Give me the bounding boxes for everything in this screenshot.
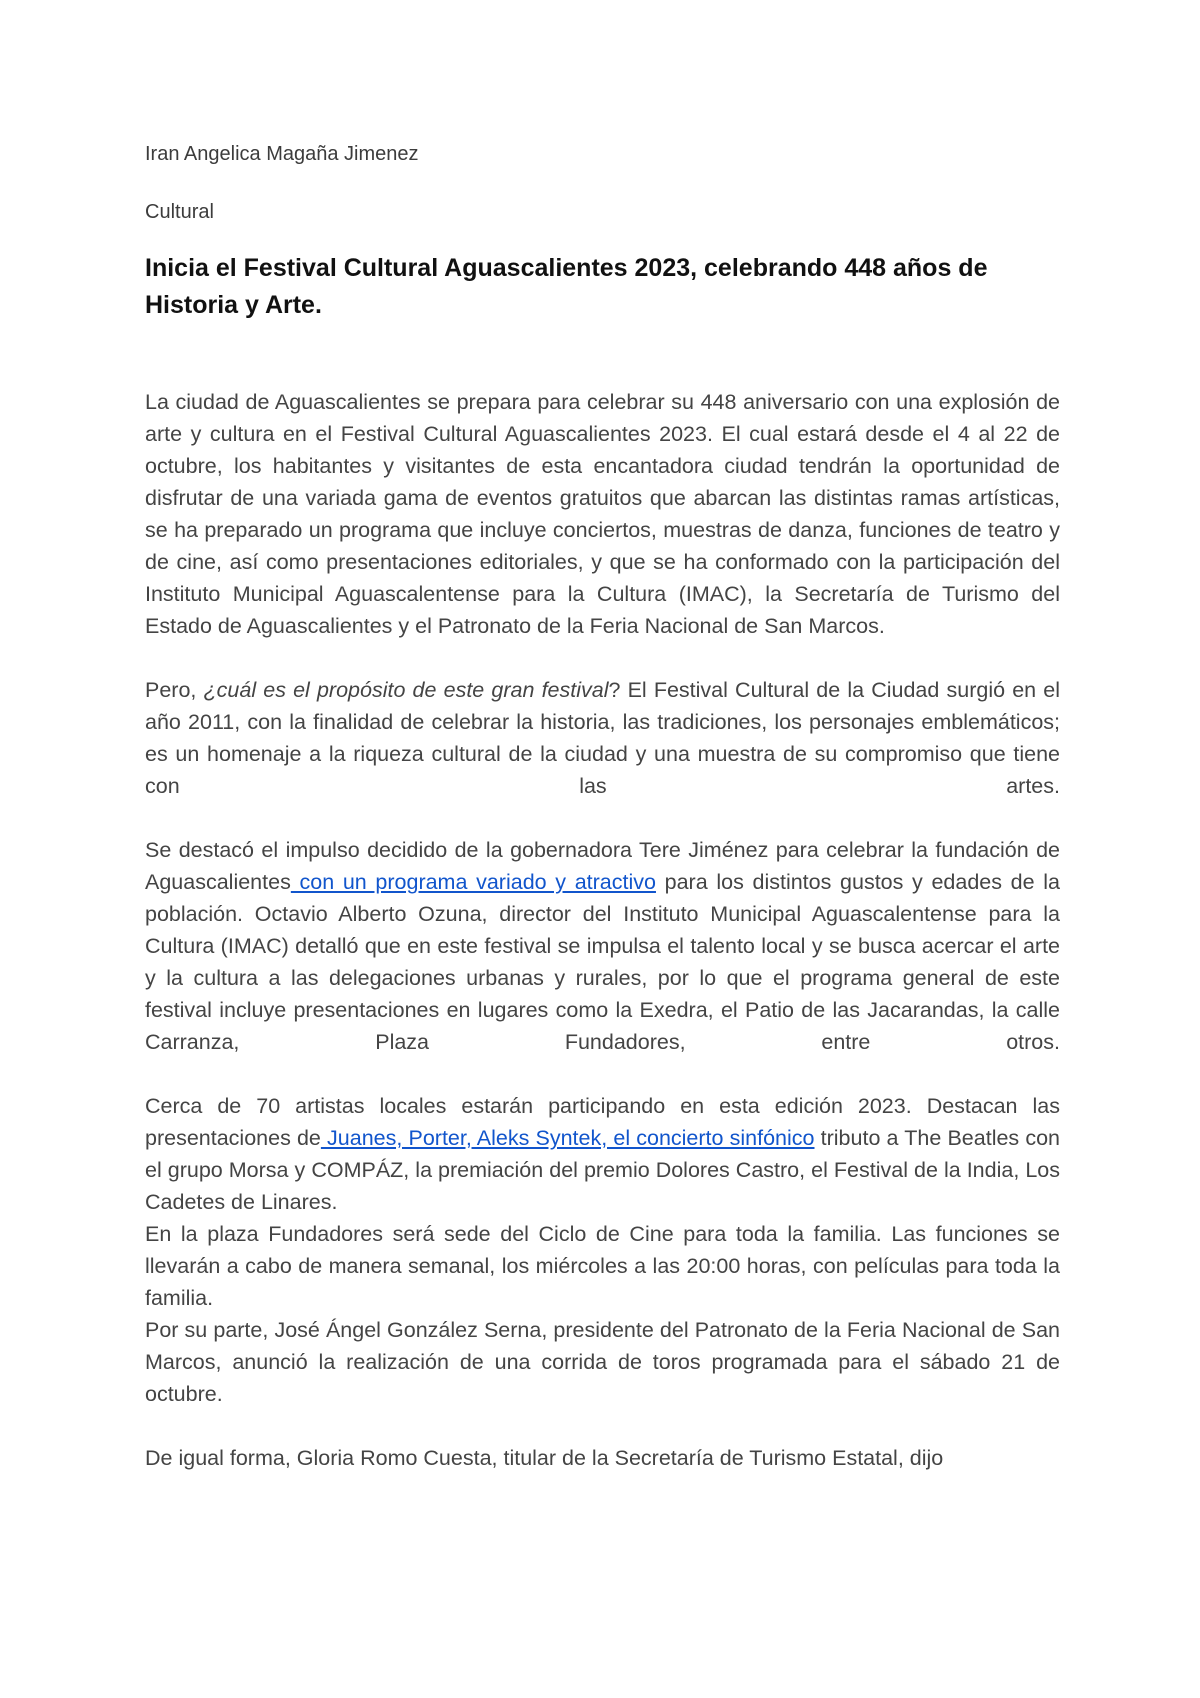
paragraph-tourism: De igual forma, Gloria Romo Cuesta, titular de la Secretaría de Turismo Estatal, dijo: [145, 1446, 944, 1470]
paragraph-bullfight: Por su parte, José Ángel González Serna, presidente del Patronato de la Feria Nacional de San Marcos, anunció la realización de una corrida de toros programada para el sábado 21 de octubre.: [145, 1318, 1060, 1406]
paragraph-purpose-question: ¿cuál es el propósito de este gran festival: [203, 678, 609, 702]
paragraph-artists-rest: tributo a The Beatles con el grupo Morsa y COMPÁZ, la premiación del premio Dolores Castro, el Festival de la India, Los Cadetes de Linares.: [145, 1126, 1060, 1214]
paragraph-artists: [145, 1090, 1060, 1218]
paragraph-governor: [145, 834, 1060, 1058]
paragraph-intro: La ciudad de Aguascalientes se prepara para celebrar su 448 aniversario con una explosión de arte y cultura en el Festival Cultural Aguascalientes 2023. El cual estará desde el 4 al 22 de octubre, los habitantes y visitantes de esta encantadora ciudad tendrán la oportunidad de disfrutar de una variada gama de eventos gratuitos que abarcan las distintas ramas artísticas, se ha preparado un programa que incluye conciertos, muestras de danza, funciones de teatro y de cine, así como presentaciones editoriales, y que se ha conformado con la participación del Instituto Municipal Aguascalentense para la Cultura (IMAC), la Secretaría de Turismo del Estado de Aguascalientes y el Patronato de la Feria Nacional de San Marcos.: [145, 390, 1060, 638]
paragraph-artists-start: Cerca de 70 artistas locales estarán participando en esta edición 2023. Destacan las presentaciones de: [145, 1094, 1060, 1150]
paragraph-purpose-rest: ? El Festival Cultural de la Ciudad surgió en el año 2011, con la finalidad de celebrar la historia, las tradiciones, los personajes emblemáticos; es un homenaje a la riqueza cultural de la ciudad y una muestra de su compromiso que tiene con las artes.: [145, 678, 1060, 798]
paragraph-governor-start: Se destacó el impulso decidido de la gobernadora Tere Jiménez para celebrar la fundación de Aguascalientes: [145, 838, 1060, 894]
section-label: Cultural: [145, 201, 214, 223]
paragraph-governor-rest: para los distintos gustos y edades de la población. Octavio Alberto Ozuna, director del Instituto Municipal Aguascalentense para la Cultura (IMAC) detalló que en este festival se impulsa el talento local y se busca acercar el arte y la cultura a las delegaciones urbanas y rurales, por lo que el programa general de este festival incluye presentaciones en lugares como la Exedra, el Patio de las Jacarandas, la calle Carranza, Plaza Fundadores, entre otros.: [145, 870, 1060, 1054]
author-name: Iran Angelica Magaña Jimenez: [145, 143, 419, 165]
artists-link[interactable]: Juanes, Porter, Aleks Syntek, el concierto sinfónico: [320, 1126, 815, 1150]
document-page: [145, 140, 1060, 1506]
program-link[interactable]: con un programa variado y atractivo: [290, 870, 656, 894]
paragraph-purpose-start: Pero,: [145, 678, 204, 702]
paragraph-purpose: [145, 674, 1060, 802]
paragraph-cinema: En la plaza Fundadores será sede del Ciclo de Cine para toda la familia. Las funciones se llevarán a cabo de manera semanal, los miércoles a las 20:00 horas, con películas para toda la familia.: [145, 1222, 1060, 1310]
headline: Inicia el Festival Cultural Aguascalientes 2023, celebrando 448 años de Historia y Arte.: [145, 254, 988, 319]
